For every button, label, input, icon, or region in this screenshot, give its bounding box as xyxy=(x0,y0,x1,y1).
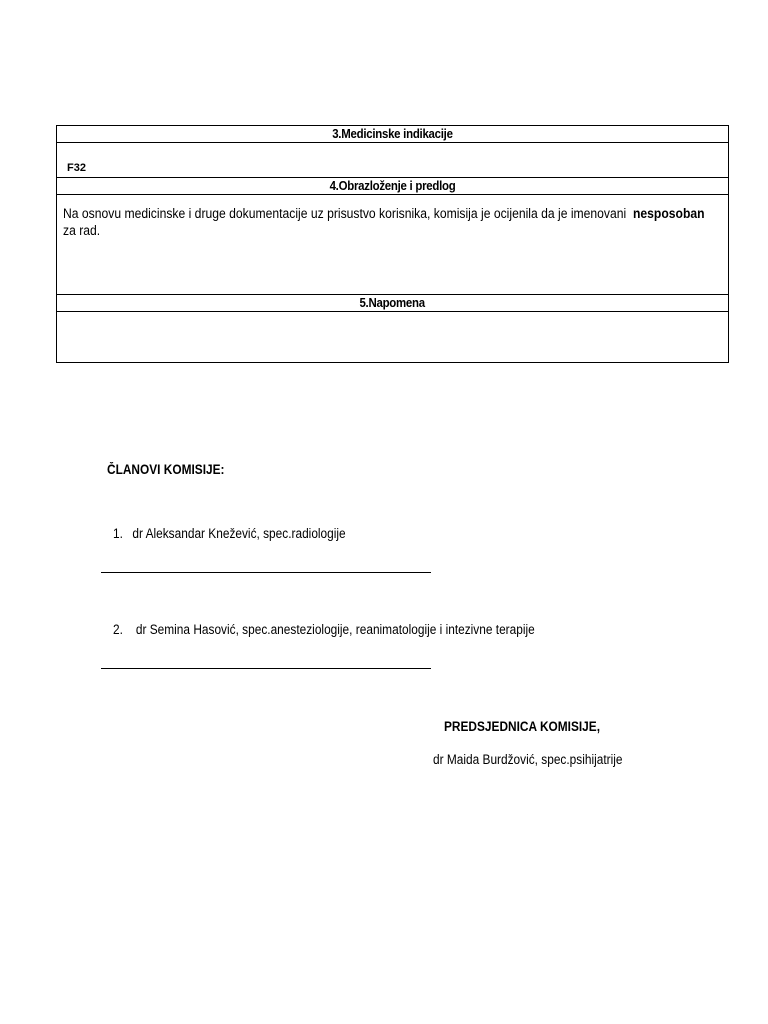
committee-members-title: ČLANOVI KOMISIJE: xyxy=(107,462,225,477)
explanation-bold-word: nesposoban xyxy=(632,206,705,221)
president-name: dr Maida Burdžović, spec.psihijatrije xyxy=(433,752,623,767)
committee-member-2 xyxy=(113,622,535,637)
section4-header xyxy=(57,178,729,195)
explanation-line1: Na osnovu medicinske i druge dokumentacije uz prisustvo korisnika, komisija je ocijenila da je imenovani xyxy=(63,206,627,221)
signature-line-2 xyxy=(101,668,431,669)
member-number: 2. xyxy=(113,622,123,637)
committee-member-1 xyxy=(113,526,346,541)
section4-content xyxy=(57,195,729,295)
diagnosis-code: F32 xyxy=(67,162,86,174)
explanation-line2: za rad. xyxy=(63,223,101,238)
medical-form-table xyxy=(56,125,729,363)
section3-title: 3.Medicinske indikacije xyxy=(332,126,453,141)
president-title: PREDSJEDNICA KOMISIJE, xyxy=(444,719,601,734)
section5-header xyxy=(57,295,729,312)
member-name: dr Aleksandar Knežević, spec.radiologije xyxy=(132,526,346,541)
section4-title: 4.Obrazloženje i predlog xyxy=(329,178,456,193)
member-number: 1. xyxy=(113,526,123,541)
section5-content xyxy=(57,312,729,363)
signature-line-1 xyxy=(101,572,431,573)
section3-header xyxy=(57,126,729,143)
section5-title: 5.Napomena xyxy=(359,295,426,310)
section3-content xyxy=(57,143,729,178)
member-name: dr Semina Hasović, spec.anesteziologije, reanimatologije i intezivne terapije xyxy=(135,622,535,637)
explanation-text xyxy=(63,205,720,239)
